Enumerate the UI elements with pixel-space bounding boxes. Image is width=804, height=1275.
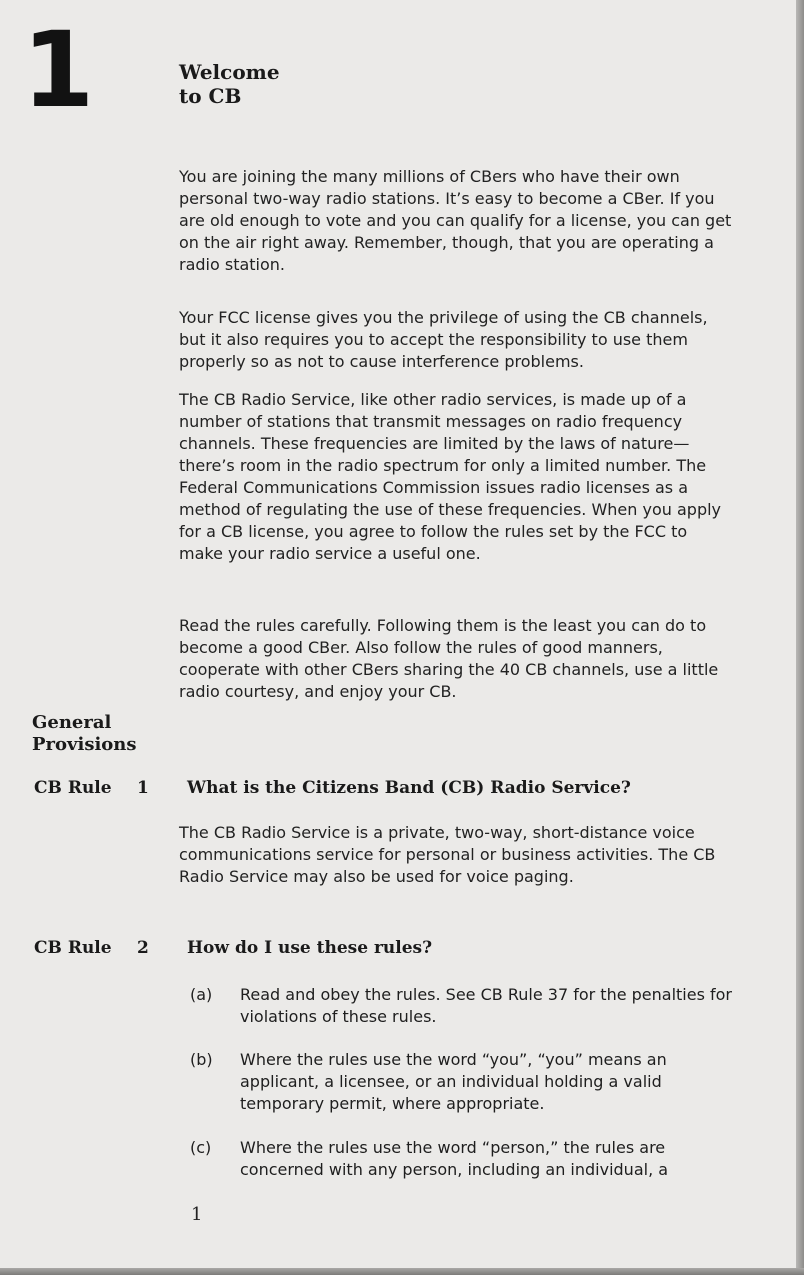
item-letter: (b) xyxy=(190,1050,213,1069)
rule-label-text: CB Rule xyxy=(34,778,112,798)
page-edge-right xyxy=(796,0,804,1275)
chapter-title-line-1: Welcome xyxy=(179,60,280,84)
rule-number: 1 xyxy=(137,778,149,798)
item-text: Where the rules use the word “you”, “you” means an applicant, a licensee, or an individual holding a valid temporary permit, where appropriate. xyxy=(240,1050,667,1113)
item-letter: (c) xyxy=(190,1138,212,1157)
item-text: Where the rules use the word “person,” the rules are concerned with any person, including an individual, a xyxy=(240,1138,669,1179)
rule-body: The CB Radio Service is a private, two-way, short-distance voice communications service for personal or business activities. The CB Radio Service may also be used for voice paging. xyxy=(179,823,716,886)
intro-paragraph: Your FCC license gives you the privilege of using the CB channels, but it also requires you to accept the responsibility to use them properly so as not to cause interference problems. xyxy=(179,308,708,371)
rule-title: What is the Citizens Band (CB) Radio Service? xyxy=(187,778,631,798)
chapter-title-line-2: to CB xyxy=(179,84,242,108)
item-letter: (a) xyxy=(190,985,213,1004)
rule-label-text: CB Rule xyxy=(34,938,112,958)
rule-label xyxy=(34,777,154,799)
rule-number: 2 xyxy=(137,938,149,958)
rule-label xyxy=(34,937,154,959)
chapter-title xyxy=(179,60,280,108)
page-edge-bottom xyxy=(0,1268,804,1275)
section-heading-line-1: General xyxy=(32,712,112,733)
section-heading-line-2: Provisions xyxy=(32,734,137,755)
item-text: Read and obey the rules. See CB Rule 37 for the penalties for violations of these rules. xyxy=(240,985,733,1026)
rule-title: How do I use these rules? xyxy=(187,938,433,958)
intro-paragraph: Read the rules carefully. Following them is the least you can do to become a good CBer. Also follow the rules of good manners, cooperate with other CBers sharing the 40 CB channels, use a little radio courtesy, and enjoy your CB. xyxy=(179,616,719,701)
page-number: 1 xyxy=(191,1204,203,1225)
chapter-number: 1 xyxy=(22,9,95,131)
section-heading xyxy=(32,712,137,756)
intro-paragraph: You are joining the many millions of CBers who have their own personal two-way radio stations. It’s easy to become a CBer. If you are old enough to vote and you can qualify for a license, you can get on the air right away. Remember, though, that you are operating a radio station. xyxy=(179,167,732,274)
intro-paragraph: The CB Radio Service, like other radio services, is made up of a number of stations that transmit messages on radio frequency channels. These frequencies are limited by the laws of nature—there’s room in the radio spectrum for only a limited number. The Federal Communications Commission issues radio licenses as a method of regulating the use of these frequencies. When you apply for a CB license, you agree to follow the rules set by the FCC to make your radio service a useful one. xyxy=(179,390,722,563)
